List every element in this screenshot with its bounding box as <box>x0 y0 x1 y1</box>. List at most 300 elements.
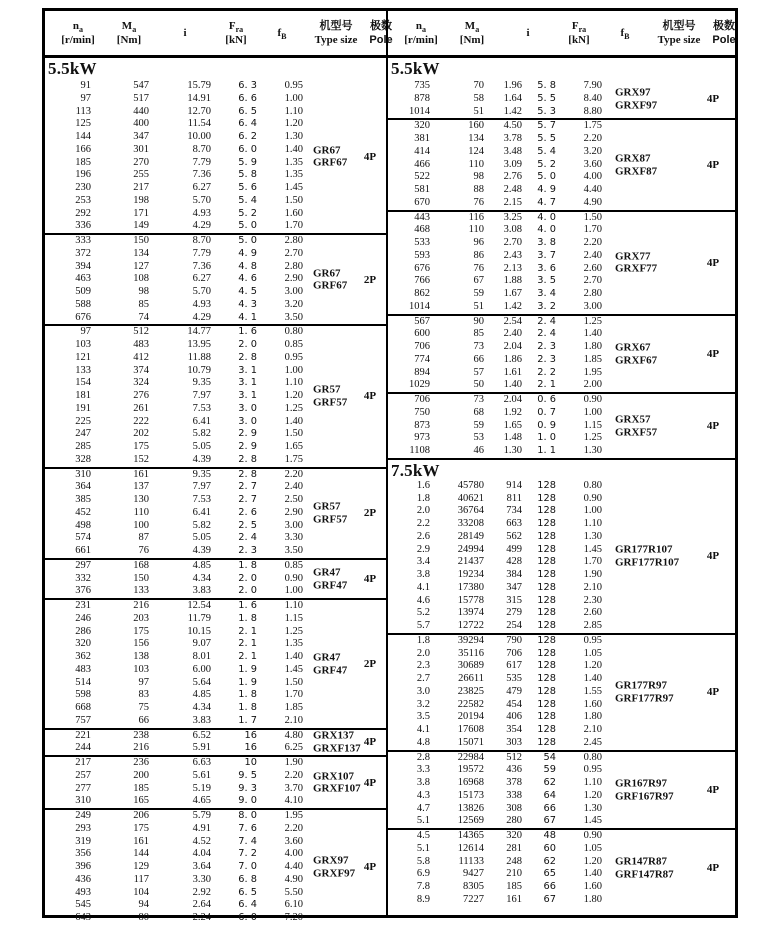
cell-fb: 1.10 <box>284 377 303 389</box>
cell-fb: 2.70 <box>583 275 602 287</box>
cell-fb: 2.30 <box>583 594 602 606</box>
col-header-fra: $F_{ra}$ [kN] <box>225 20 247 46</box>
cell-fra: 7. 2 <box>238 848 257 860</box>
cell-fb: 2.80 <box>284 260 303 272</box>
cell-i: 1.96 <box>503 80 522 91</box>
spec-block <box>388 750 735 829</box>
cell-i: 4.93 <box>192 207 211 219</box>
cell-fb: 2.20 <box>284 468 303 480</box>
cell-i: 4.85 <box>192 689 211 701</box>
cell-na: 246 <box>75 612 91 624</box>
cell-i: 617 <box>506 660 522 672</box>
pole-label: 4P <box>706 783 720 796</box>
cell-ma: 13826 <box>457 802 484 814</box>
cell-fra: 6. 4 <box>238 118 257 130</box>
cell-na: 3.0 <box>416 685 430 697</box>
pole-label: 4P <box>706 686 720 699</box>
section-title: 7.5kW <box>388 458 735 480</box>
table-row <box>388 518 735 531</box>
cell-fra: 64 <box>543 789 556 801</box>
cell-fra: 6. 2 <box>238 131 257 142</box>
spec-block <box>45 728 386 756</box>
cell-i: 4.29 <box>192 311 211 323</box>
cell-fb: 3.70 <box>284 782 303 794</box>
cell-fb: 0.90 <box>583 492 602 504</box>
cell-na: 221 <box>75 729 91 741</box>
cell-i: 6.27 <box>192 182 211 193</box>
cell-na: 376 <box>75 585 91 597</box>
cell-fra: 60 <box>543 842 556 854</box>
cell-fb: 2.40 <box>583 249 602 261</box>
cell-fb: 0.95 <box>284 80 303 91</box>
cell-ma: 324 <box>133 377 149 389</box>
pole-label: 4P <box>363 736 377 749</box>
cell-fra: 128 <box>537 556 556 568</box>
cell-fra: 2. 1 <box>238 651 257 662</box>
table-row <box>388 673 735 686</box>
cell-na: 588 <box>75 298 91 310</box>
cell-i: 315 <box>506 594 522 606</box>
cell-i: 248 <box>506 855 522 867</box>
cell-na: 443 <box>414 211 430 223</box>
table-row <box>388 868 735 881</box>
table-row <box>45 441 386 454</box>
table-row <box>388 556 735 569</box>
cell-ma: 76 <box>473 196 484 208</box>
cell-i: 5.70 <box>192 286 211 297</box>
cell-na: 1.6 <box>416 479 430 491</box>
cell-i: 14.91 <box>187 92 211 104</box>
cell-na: 706 <box>414 394 430 405</box>
table-row <box>388 420 735 433</box>
cell-i: 280 <box>506 815 522 827</box>
cell-ma: 17380 <box>457 581 484 593</box>
cell-na: 249 <box>75 810 91 821</box>
cell-ma: 547 <box>133 80 149 91</box>
cell-fra: 4. 6 <box>238 273 257 285</box>
table-row <box>388 133 735 146</box>
cell-fra: 2. 3 <box>537 341 556 352</box>
cell-fb: 7.20 <box>284 912 303 923</box>
cell-fb: 3.20 <box>284 298 303 310</box>
cell-ma: 124 <box>468 145 484 157</box>
cell-i: 7.97 <box>192 390 211 401</box>
table-row <box>388 250 735 263</box>
spec-block <box>45 598 386 728</box>
cell-na: 333 <box>75 235 91 246</box>
cell-i: 10.00 <box>187 131 211 142</box>
cell-fra: 5. 8 <box>238 169 257 181</box>
cell-fb: 1.45 <box>284 182 303 193</box>
cell-i: 1.30 <box>503 445 522 456</box>
col-header-pole: 极数 Pole <box>369 20 393 46</box>
cell-fra: 7. 4 <box>238 835 257 847</box>
cell-fra: 128 <box>537 518 556 529</box>
cell-ma: 216 <box>133 600 149 611</box>
cell-na: 533 <box>414 237 430 248</box>
cell-fb: 0.80 <box>583 479 602 491</box>
table-row <box>45 248 386 261</box>
pole-label: 2P <box>363 273 377 286</box>
cell-fb: 1.40 <box>583 328 602 340</box>
spec-block <box>388 392 735 458</box>
cell-na: 181 <box>75 390 91 401</box>
cell-i: 454 <box>506 698 522 710</box>
cell-na: 381 <box>414 133 430 144</box>
table-row <box>388 263 735 276</box>
cell-fra: 3. 1 <box>238 364 257 376</box>
type-size-label: GR147R87 GRF147R87 <box>615 855 674 881</box>
cell-i: 734 <box>506 505 522 517</box>
cell-fb: 0.95 <box>583 634 602 646</box>
cell-na: 774 <box>414 353 430 365</box>
cell-i: 6.41 <box>192 415 211 427</box>
cell-na: 144 <box>75 131 91 142</box>
cell-fb: 4.40 <box>284 861 303 872</box>
cell-na: 3.8 <box>416 569 430 580</box>
cell-fb: 2.80 <box>284 235 303 246</box>
cell-i: 3.30 <box>192 873 211 885</box>
table-row <box>45 469 386 482</box>
cell-fb: 4.90 <box>583 196 602 208</box>
cell-fra: 5. 4 <box>238 194 257 206</box>
cell-na: 310 <box>75 795 91 807</box>
cell-ma: 12569 <box>457 815 484 827</box>
cell-ma: 8305 <box>463 881 484 892</box>
cell-ma: 9427 <box>463 868 484 880</box>
cell-na: 356 <box>75 848 91 860</box>
cell-na: 4.6 <box>416 594 430 606</box>
cell-i: 5.70 <box>192 194 211 206</box>
cell-fra: 67 <box>543 893 556 905</box>
cell-ma: 374 <box>133 364 149 376</box>
table-row <box>388 184 735 197</box>
cell-fra: 2. 9 <box>238 441 257 452</box>
cell-i: 2.54 <box>503 315 522 327</box>
cell-na: 320 <box>75 638 91 650</box>
cell-i: 9.35 <box>192 377 211 389</box>
table-row <box>388 569 735 582</box>
cell-i: 811 <box>506 492 522 504</box>
cell-fra: 3. 1 <box>238 390 257 401</box>
cell-na: 277 <box>75 782 91 794</box>
cell-ma: 58 <box>473 92 484 104</box>
cell-fb: 1.45 <box>583 815 602 827</box>
cell-i: 7.79 <box>192 247 211 259</box>
cell-fb: 7.90 <box>583 80 602 91</box>
cell-fra: 9. 3 <box>238 782 257 794</box>
cell-fra: 48 <box>543 830 556 841</box>
cell-fra: 10 <box>244 757 257 768</box>
spec-block <box>45 80 386 233</box>
cell-fra: 66 <box>543 881 556 892</box>
cell-na: 247 <box>75 428 91 440</box>
cell-fra: 9. 0 <box>238 795 257 807</box>
cell-i: 303 <box>506 736 522 748</box>
cell-na: 581 <box>414 184 430 195</box>
table-row <box>388 505 735 518</box>
col-header-i: i <box>526 27 530 39</box>
cell-ma: 134 <box>133 247 149 259</box>
cell-fb: 1.45 <box>284 663 303 675</box>
cell-fb: 2.60 <box>583 607 602 619</box>
cell-fb: 1.35 <box>284 156 303 168</box>
cell-ma: 175 <box>133 625 149 637</box>
cell-fra: 128 <box>537 660 556 672</box>
table-row <box>388 212 735 225</box>
cell-fb: 1.35 <box>284 169 303 181</box>
cell-fb: 0.95 <box>583 764 602 776</box>
cell-i: 2.92 <box>192 886 211 898</box>
table-row <box>45 795 386 808</box>
table-row <box>45 677 386 690</box>
cell-ma: 50 <box>473 379 484 391</box>
cell-fb: 1.05 <box>583 842 602 854</box>
cell-fra: 8. 0 <box>238 810 257 821</box>
cell-na: 253 <box>75 194 91 206</box>
cell-ma: 175 <box>133 441 149 452</box>
cell-ma: 138 <box>133 651 149 662</box>
table-row <box>45 195 386 208</box>
cell-fra: 1. 8 <box>238 612 257 624</box>
cell-i: 5.79 <box>192 810 211 821</box>
pole-label: 4P <box>363 776 377 789</box>
cell-na: 225 <box>75 415 91 427</box>
pole-label: 4P <box>363 861 377 874</box>
table-row <box>388 711 735 724</box>
table-row <box>45 131 386 144</box>
cell-i: 11.79 <box>187 612 211 624</box>
cell-na: 3.5 <box>416 711 430 723</box>
cell-i: 210 <box>506 868 522 880</box>
cell-na: 4.1 <box>416 581 430 593</box>
cell-i: 2.43 <box>503 249 522 261</box>
cell-ma: 98 <box>138 286 149 297</box>
cell-fra: 62 <box>543 855 556 867</box>
cell-na: 319 <box>75 835 91 847</box>
cell-ma: 216 <box>133 742 149 754</box>
cell-fb: 6.10 <box>284 899 303 911</box>
cell-na: 2.7 <box>416 673 430 684</box>
cell-ma: 68 <box>473 406 484 418</box>
cell-ma: 66 <box>138 714 149 726</box>
cell-i: 1.86 <box>503 353 522 365</box>
table-row <box>45 416 386 429</box>
cell-na: 230 <box>75 182 91 193</box>
cell-fb: 0.90 <box>583 394 602 405</box>
table-row <box>388 790 735 803</box>
cell-fb: 1.50 <box>284 428 303 440</box>
cell-fb: 1.85 <box>284 702 303 713</box>
type-size-label: GRX97 GRXF97 <box>615 86 658 112</box>
table-row <box>45 428 386 441</box>
cell-i: 1.61 <box>503 366 522 378</box>
cell-fb: 1.75 <box>583 120 602 132</box>
cell-i: 706 <box>506 647 522 659</box>
cell-fra: 67 <box>543 815 556 827</box>
type-size-label: GR57 GRF57 <box>313 383 348 409</box>
cell-fra: 128 <box>537 711 556 723</box>
pole-label: 4P <box>363 572 377 585</box>
cell-fra: 5. 5 <box>537 133 556 144</box>
cell-ma: 20194 <box>457 711 484 723</box>
cell-fra: 6. 4 <box>238 899 257 911</box>
cell-fra: 128 <box>537 698 556 710</box>
cell-i: 7.36 <box>192 169 211 181</box>
table-row <box>388 301 735 314</box>
cell-i: 2.15 <box>503 196 522 208</box>
cell-ma: 150 <box>133 572 149 584</box>
cell-ma: 7227 <box>463 893 484 905</box>
cell-fb: 1.65 <box>284 441 303 452</box>
cell-fb: 1.75 <box>284 453 303 465</box>
cell-fb: 1.10 <box>583 518 602 529</box>
type-size-label: GRX57 GRXF57 <box>615 413 658 438</box>
cell-na: 4.8 <box>416 736 430 748</box>
table-row <box>388 275 735 288</box>
cell-i: 8.01 <box>192 651 211 662</box>
cell-na: 498 <box>75 519 91 531</box>
cell-fra: 7. 6 <box>238 822 257 834</box>
cell-fra: 3. 4 <box>537 288 556 299</box>
cell-i: 281 <box>506 842 522 854</box>
cell-na: 310 <box>75 468 91 480</box>
pole-label: 4P <box>706 93 720 106</box>
table-row <box>45 715 386 728</box>
cell-fra: 54 <box>543 751 556 763</box>
cell-fb: 1.85 <box>583 353 602 365</box>
cell-ma: 46 <box>473 445 484 456</box>
cell-na: 2.3 <box>416 660 430 672</box>
cell-fra: 128 <box>537 479 556 491</box>
cell-i: 1.92 <box>503 406 522 418</box>
table-row <box>45 810 386 823</box>
cell-i: 320 <box>506 830 522 841</box>
cell-na: 509 <box>75 286 91 297</box>
table-row <box>45 352 386 365</box>
cell-ma: 35116 <box>458 647 484 659</box>
table-row <box>388 159 735 172</box>
cell-na: 2.8 <box>416 751 430 763</box>
cell-i: 1.48 <box>503 432 522 444</box>
cell-fra: 5. 2 <box>238 207 257 219</box>
cell-fra: 5. 3 <box>537 105 556 117</box>
table-row <box>388 843 735 856</box>
cell-i: 4.93 <box>192 298 211 310</box>
cell-i: 1.65 <box>503 419 522 431</box>
cell-fra: 66 <box>543 802 556 814</box>
cell-fb: 8.40 <box>583 92 602 104</box>
cell-ma: 238 <box>133 729 149 741</box>
cell-fb: 1.00 <box>284 364 303 376</box>
cell-fra: 2. 5 <box>238 519 257 531</box>
table-row <box>45 339 386 352</box>
cell-fb: 3.50 <box>284 311 303 323</box>
cell-fra: 5. 8 <box>537 80 556 91</box>
table-row <box>45 823 386 836</box>
cell-na: 293 <box>75 822 91 834</box>
cell-i: 13.95 <box>187 339 211 350</box>
col-header-type-size: 机型号 Type size <box>657 20 701 46</box>
cell-ma: 127 <box>133 260 149 272</box>
cell-ma: 347 <box>133 131 149 142</box>
table-row <box>388 171 735 184</box>
cell-fra: 6. 8 <box>238 873 257 885</box>
table-row <box>388 394 735 407</box>
cell-fra: 2. 4 <box>537 328 556 340</box>
cell-ma: 236 <box>133 757 149 768</box>
cell-ma: 22582 <box>457 698 484 710</box>
table-row <box>388 197 735 210</box>
cell-ma: 59 <box>473 288 484 299</box>
cell-na: 4.5 <box>416 830 430 841</box>
cell-i: 7.53 <box>192 494 211 505</box>
cell-na: 332 <box>75 572 91 584</box>
cell-i: 3.83 <box>192 585 211 597</box>
table-row <box>45 600 386 613</box>
cell-ma: 13974 <box>457 607 484 619</box>
cell-ma: 137 <box>133 481 149 493</box>
cell-i: 6.00 <box>192 663 211 675</box>
cell-fb: 1.10 <box>583 777 602 788</box>
cell-fb: 1.40 <box>284 415 303 427</box>
cell-i: 4.04 <box>192 848 211 860</box>
cell-i: 1.40 <box>503 379 522 391</box>
cell-i: 512 <box>506 751 522 763</box>
cell-fb: 1.95 <box>583 366 602 378</box>
table-row <box>45 702 386 715</box>
pole-label: 4P <box>706 862 720 875</box>
cell-fra: 4. 5 <box>238 286 257 297</box>
table-row <box>45 613 386 626</box>
cell-i: 12.70 <box>187 105 211 117</box>
cell-ma: 96 <box>473 237 484 248</box>
cell-fb: 0.95 <box>284 351 303 363</box>
cell-i: 8.70 <box>192 235 211 246</box>
cell-ma: 39294 <box>457 634 484 646</box>
cell-ma: 51 <box>473 300 484 312</box>
cell-fra: 62 <box>543 777 556 788</box>
cell-fb: 1.00 <box>284 585 303 597</box>
table-row <box>45 836 386 849</box>
cell-fb: 1.10 <box>284 105 303 117</box>
cell-i: 4.34 <box>192 702 211 713</box>
cell-fra: 1. 8 <box>238 559 257 571</box>
cell-na: 125 <box>75 118 91 130</box>
cell-i: 5.05 <box>192 441 211 452</box>
cell-na: 4.7 <box>416 802 430 814</box>
cell-i: 2.24 <box>192 912 211 923</box>
section-title: 5.5kW <box>48 59 97 78</box>
cell-fb: 3.00 <box>284 519 303 531</box>
cell-i: 4.50 <box>503 120 522 132</box>
cell-i: 5.82 <box>192 519 211 531</box>
cell-fb: 2.20 <box>583 133 602 144</box>
cell-i: 3.48 <box>503 145 522 157</box>
type-size-label: GR177R107 GRF177R107 <box>615 543 680 569</box>
cell-ma: 12722 <box>457 620 484 631</box>
cell-fb: 1.10 <box>284 600 303 611</box>
col-header-ma: $M_a$ [Nm] <box>459 20 485 46</box>
cell-fb: 1.25 <box>284 625 303 637</box>
cell-na: 463 <box>75 273 91 285</box>
cell-na: 4.1 <box>416 724 430 735</box>
cell-fra: 5. 2 <box>537 158 556 170</box>
cell-fb: 1.20 <box>583 660 602 672</box>
spec-block <box>388 210 735 314</box>
cell-ma: 26611 <box>458 673 484 684</box>
cell-ma: 185 <box>133 782 149 794</box>
